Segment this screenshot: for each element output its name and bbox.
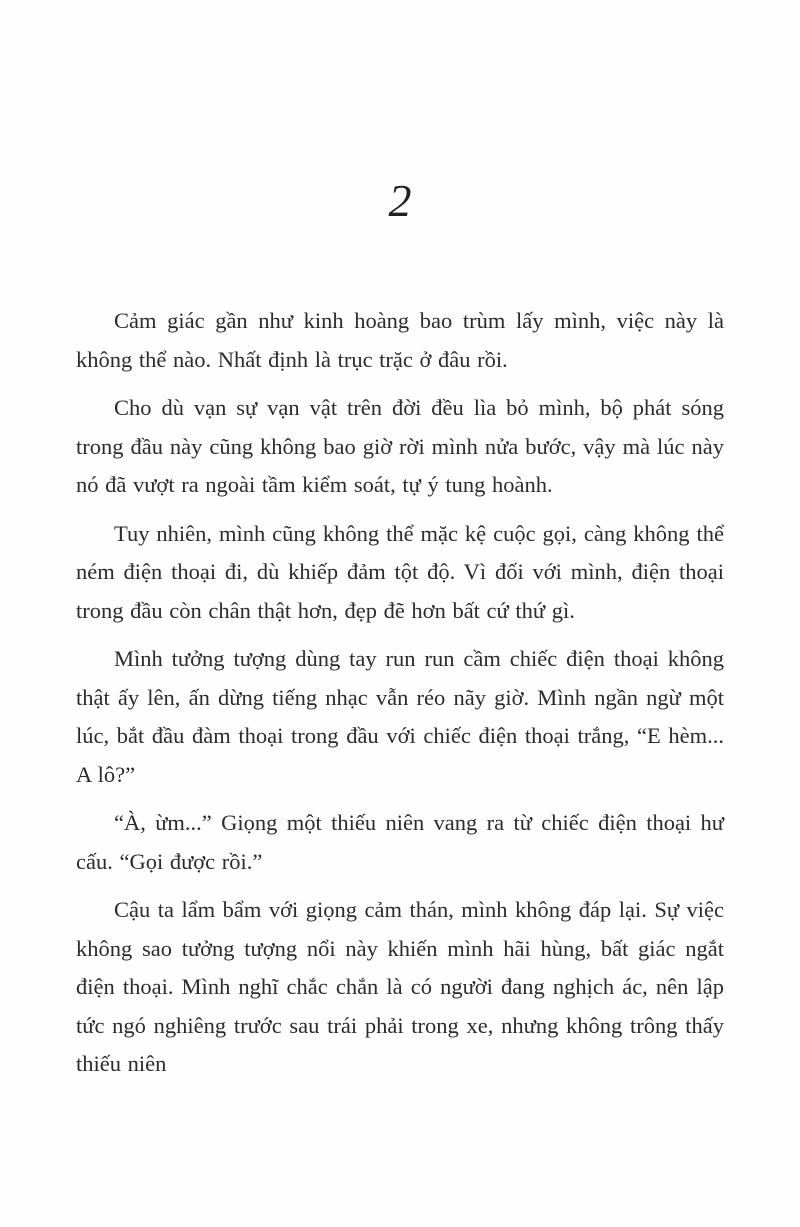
paragraph: Tuy nhiên, mình cũng không thể mặc kệ cuộc gọi, càng không thể ném điện thoại đi, dù khiếp đảm tột độ. Vì đối với mình, điện thoại trong đầu còn chân thật hơn, đẹp đẽ hơn bất cứ thứ gì. bbox=[76, 520, 724, 623]
chapter-number: 2 bbox=[388, 175, 412, 226]
paragraph: Cho dù vạn sự vạn vật trên đời đều lìa bỏ mình, bộ phát sóng trong đầu này cũng không bao giờ rời mình nửa bước, vậy mà lúc này nó đã vượt ra ngoài tầm kiểm soát, tự ý tung hoành. bbox=[76, 395, 724, 497]
paragraph: Mình tưởng tượng dùng tay run run cầm chiếc điện thoại không thật ấy lên, ấn dừng tiếng nhạc vẫn réo nãy giờ. Mình ngần ngừ một lúc, bắt đầu đàm thoại trong đầu với chiếc điện thoại trắng, “E hèm... A lô?” bbox=[76, 646, 724, 787]
paragraph: “À, ừm...” Giọng một thiếu niên vang ra từ chiếc điện thoại hư cấu. “Gọi được rồi.” bbox=[76, 810, 724, 874]
paragraph: Cảm giác gần như kinh hoàng bao trùm lấy mình, việc này là không thể nào. Nhất định là trục trặc ở đâu rồi. bbox=[76, 308, 724, 372]
chapter-body bbox=[76, 302, 724, 1084]
paragraph: Cậu ta lẩm bẩm với giọng cảm thán, mình không đáp lại. Sự việc không sao tưởng tượng nổi này khiến mình hãi hùng, bất giác ngắt điện thoại. Mình nghĩ chắc chắn là có người đang nghịch ác, nên lập tức ngó nghiêng trước sau trái phải trong xe, nhưng không trông thấy thiếu niên bbox=[76, 897, 724, 1076]
